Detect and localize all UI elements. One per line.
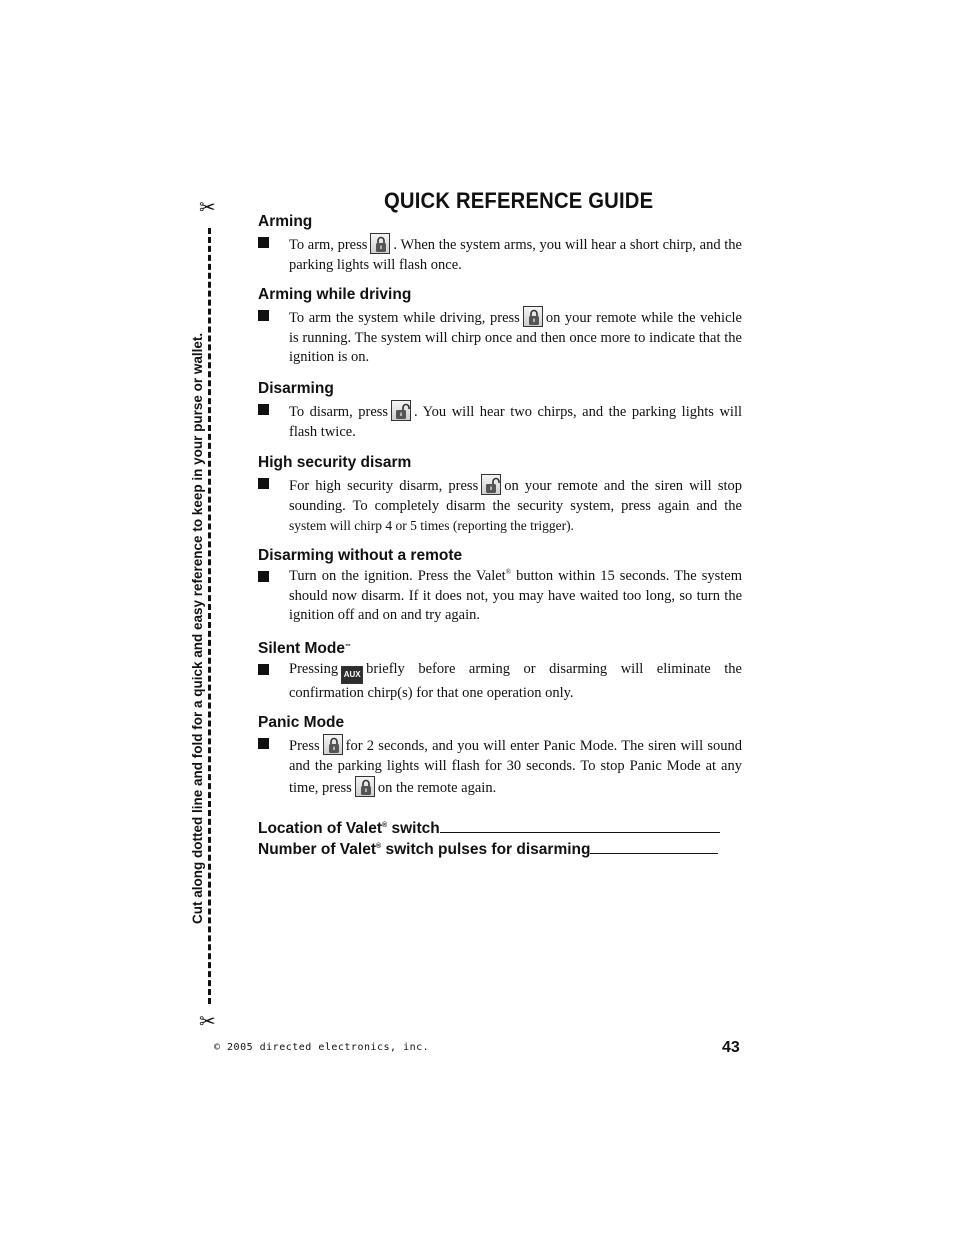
square-bullet [258, 571, 269, 582]
section-heading: Arming [258, 213, 313, 230]
blank-line [590, 839, 718, 854]
scissors-icon: ✂ [199, 1011, 216, 1033]
square-bullet [258, 310, 269, 321]
section-heading: Silent Mode™ [258, 640, 351, 657]
valet-pulses-field: Number of Valet® switch pulses for disarming [258, 839, 718, 859]
section-heading: High security disarm [258, 454, 412, 471]
square-bullet [258, 237, 269, 248]
section-text: To arm, press . When the system arms, you will hear a short chirp, and the parking lights will flash once. [289, 233, 742, 275]
unlock-button-icon [481, 474, 501, 495]
section-heading: Panic Mode [258, 714, 345, 731]
section-arming [258, 212, 742, 275]
section-text: To disarm, press . You will hear two chirps, and the parking lights will flash twice. [289, 400, 742, 442]
lock-button-icon [523, 306, 543, 327]
aux-button-icon: AUX [341, 666, 363, 684]
square-bullet [258, 738, 269, 749]
square-bullet [258, 664, 269, 675]
section-text: Turn on the ignition. Press the Valet® button within 15 seconds. The system should now disarm. If it does not, you may have waited too long, so turn the ignition off and on and try again. [289, 568, 742, 624]
lock-button-icon [323, 734, 343, 755]
copyright: © 2005 directed electronics, inc. [214, 1042, 430, 1053]
lock-button-icon [370, 233, 390, 254]
valet-location-field: Location of Valet® switch [258, 818, 720, 838]
section-text: Pressing AUX briefly before arming or disarming will eliminate the confirmation chirp(s) for that one operation only. [289, 661, 742, 701]
section-high-security-disarm [258, 453, 742, 537]
section-text: Press for 2 seconds, and you will enter Panic Mode. The siren will sound and the parking lights will flash for 30 seconds. To stop Panic Mode at any time, press on the remote again. [289, 734, 742, 799]
section-arming-while-driving [258, 285, 742, 368]
cut-instruction: Cut along dotted line and fold for a quick and easy reference to keep in your purse or wallet. [190, 332, 205, 924]
unlock-button-icon [391, 400, 411, 421]
section-text: To arm the system while driving, press on your remote while the vehicle is running. The system will chirp once and then once more to indicate that the ignition is on. [289, 306, 742, 368]
page-number: 43 [722, 1039, 740, 1056]
scissors-icon: ✂ [199, 197, 216, 219]
section-disarming-without-remote [258, 546, 742, 626]
section-heading: Disarming [258, 380, 334, 397]
cut-dotted-line [208, 228, 211, 1004]
section-heading: Disarming without a remote [258, 547, 463, 564]
lock-button-icon [355, 776, 375, 797]
section-text: For high security disarm, press on your remote and the siren will stop sounding. To completely disarm the security system, press again and the system will chirp 4 or 5 times (reporting the trigger). [289, 474, 742, 537]
section-panic-mode [258, 713, 742, 799]
section-heading: Arming while driving [258, 286, 412, 303]
square-bullet [258, 404, 269, 415]
square-bullet [258, 478, 269, 489]
page-title: QUICK REFERENCE GUIDE [384, 188, 654, 213]
section-silent-mode [258, 639, 742, 704]
section-disarming [258, 379, 742, 442]
blank-line [440, 818, 720, 833]
